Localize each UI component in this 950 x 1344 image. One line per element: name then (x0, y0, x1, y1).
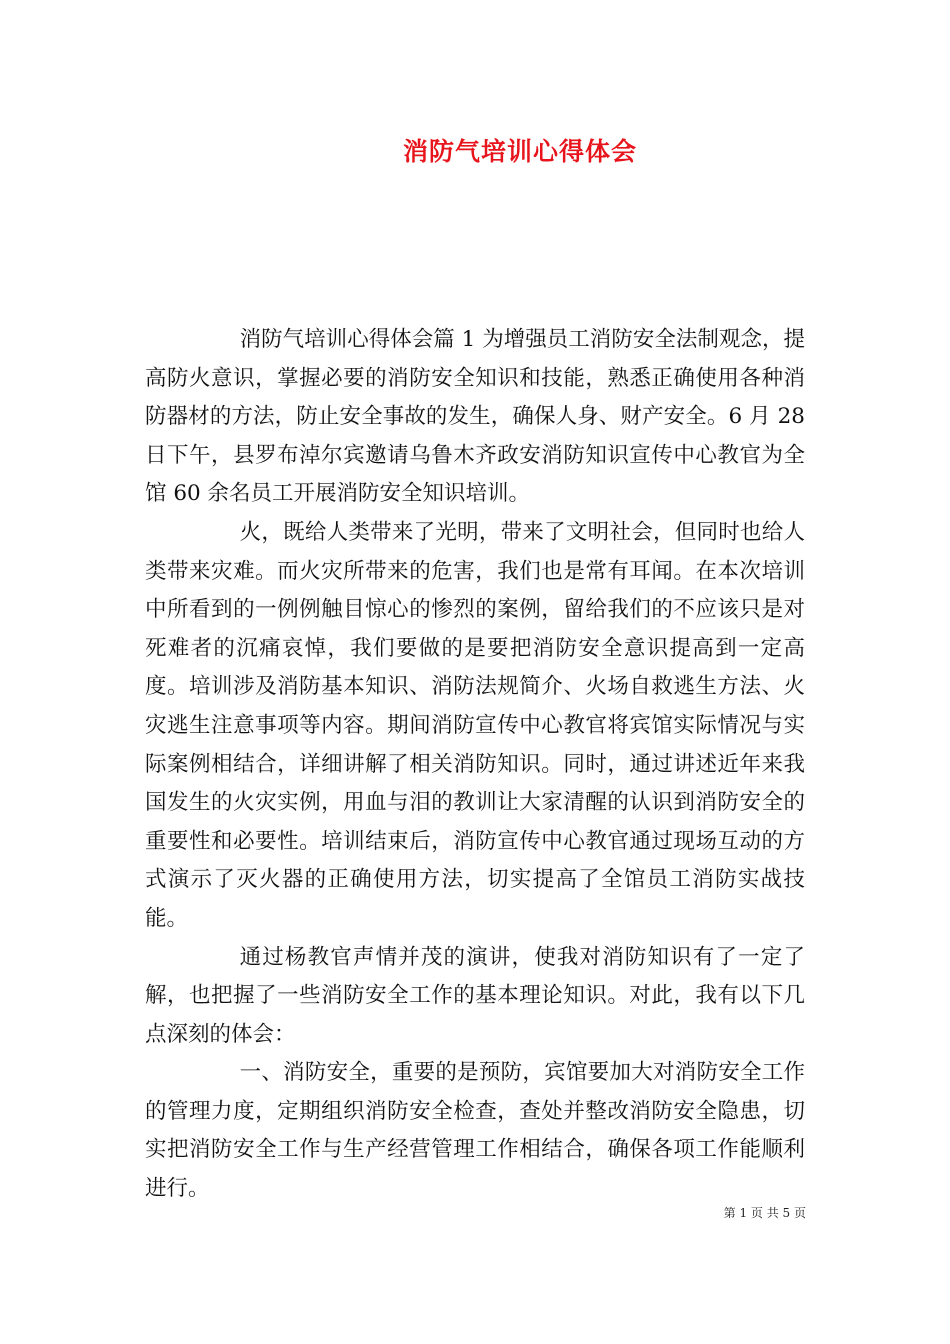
page-footer: 第 1 页 共 5 页 (723, 1206, 806, 1220)
document-title: 消防气培训心得体会 (402, 137, 637, 166)
paragraph-4: 一、消防安全，重要的是预防，宾馆要加大对消防安全工作的管理力度，定期组织消防安全检查，查处并整改消防安全隐患，切实把消防安全工作与生产经营管理工作相结合，确保各项工作能顺利进行。 (145, 1060, 805, 1202)
document-body (145, 321, 805, 1209)
paragraph-3: 通过杨教官声情并茂的演讲，使我对消防知识有了一定了解，也把握了一些消防安全工作的基本理论知识。对此，我有以下几点深刻的体会： (145, 944, 805, 1047)
paragraph-2: 火，既给人类带来了光明，带来了文明社会，但同时也给人类带来灾难。而火灾所带来的危害，我们也是常有耳闻。在本次培训中所看到的一例例触目惊心的惨烈的案例，留给我们的不应该只是对死难者的沉痛哀悼，我们要做的是要把消防安全意识提高到一定高度。培训涉及消防基本知识、消防法规简介、火场自救逃生方法、火灾逃生注意事项等内容。期间消防宣传中心教官将宾馆实际情况与实际案例相结合，详细讲解了相关消防知识。同时，通过讲述近年来我国发生的火灾实例，用血与泪的教训让大家清醒的认识到消防安全的重要性和必要性。培训结束后，消防宣传中心教官通过现场互动的方式演示了灭火器的正确使用方法，切实提高了全馆员工消防实战技能。 (145, 519, 805, 931)
paragraph-1: 消防气培训心得体会篇 1 为增强员工消防安全法制观念，提高防火意识，掌握必要的消防安全知识和技能，熟悉正确使用各种消防器材的方法，防止安全事故的发生，确保人身、财产安全。6 月 28 日下午，县罗布淖尔宾邀请乌鲁木齐政安消防知识宣传中心教官为全馆 60 余名员工开展消防安全知识培训。 (145, 327, 805, 507)
